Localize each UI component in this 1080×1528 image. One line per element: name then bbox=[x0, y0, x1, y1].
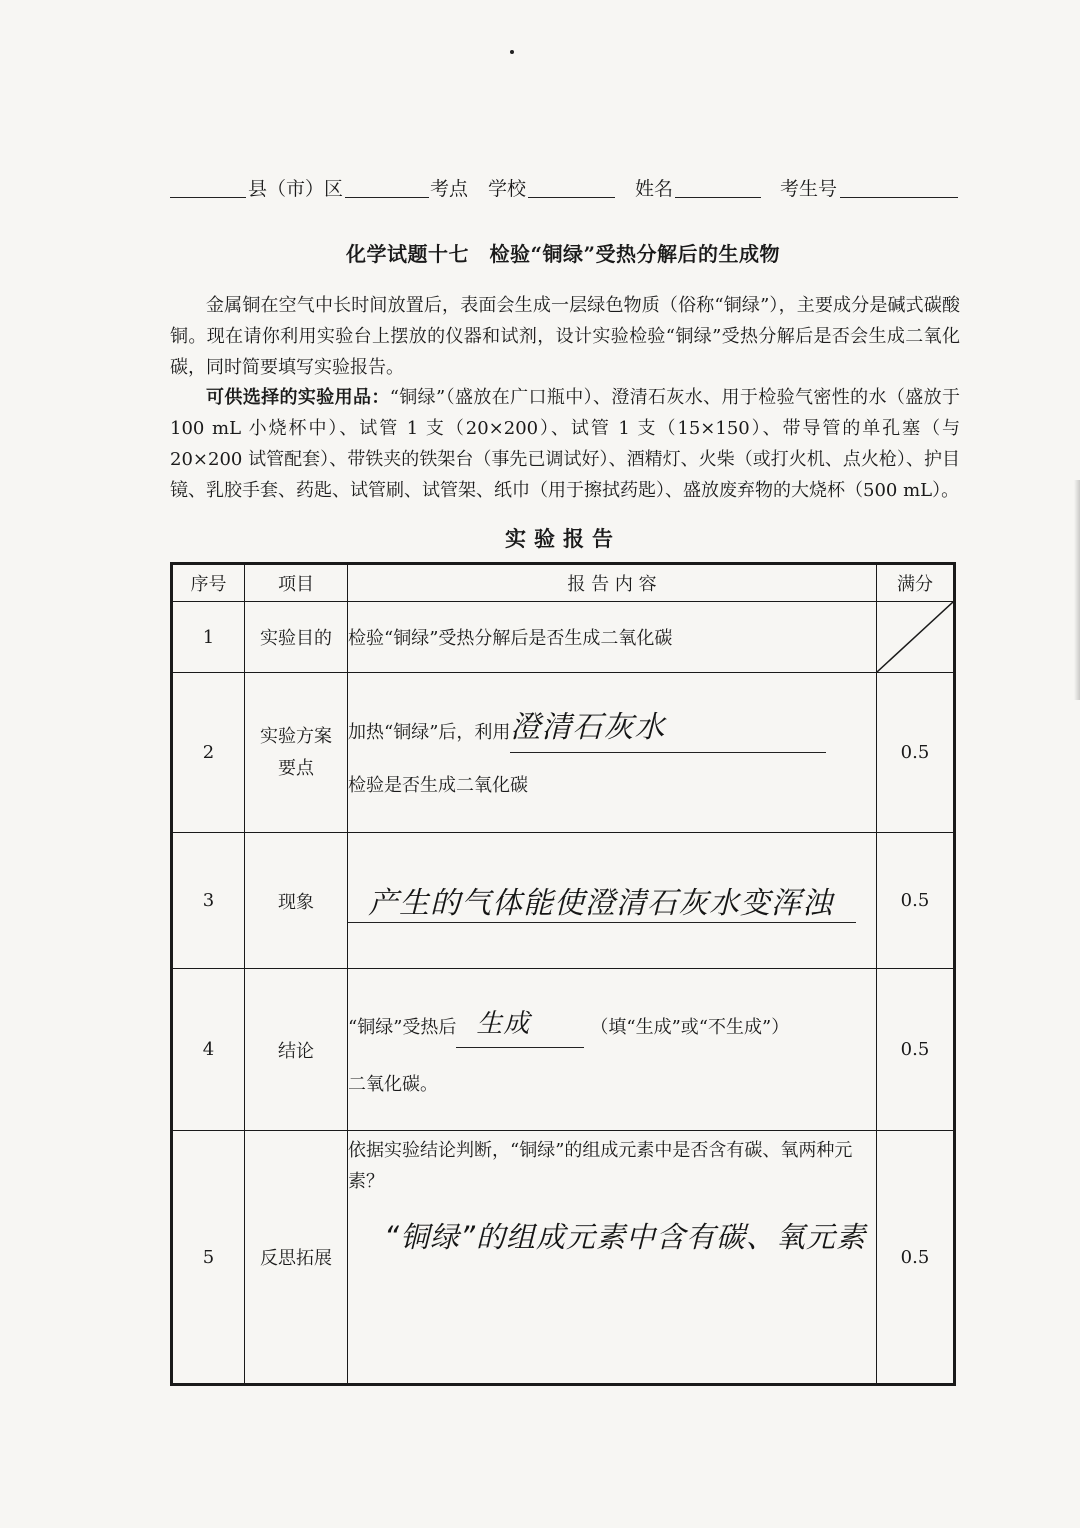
row2-content bbox=[348, 673, 877, 833]
row4-suffix: 二氧化碳。 bbox=[348, 1073, 438, 1095]
row2-answer-field[interactable] bbox=[510, 708, 826, 753]
row3-num: 3 bbox=[172, 833, 245, 969]
scan-edge-shadow bbox=[1074, 480, 1080, 700]
intro-paragraph: 金属铜在空气中长时间放置后，表面会生成一层绿色物质（俗称“铜绿”），主要成分是碱式碳酸铜。现在请你利用实验台上摆放的仪器和试剂，设计实验检验“铜绿”受热分解后是否会生成二氧化碳，同时简要填写实验报告。 bbox=[170, 295, 960, 378]
row4-score: 0.5 bbox=[877, 969, 955, 1131]
header-item: 项目 bbox=[245, 564, 348, 602]
county-label: 县（市）区 bbox=[248, 178, 344, 200]
row5-score: 0.5 bbox=[877, 1131, 955, 1385]
row2-item: 实验方案要点 bbox=[245, 673, 348, 833]
row5-item: 反思拓展 bbox=[245, 1131, 348, 1385]
table-row bbox=[172, 833, 955, 969]
materials-text: “铜绿”（盛放在广口瓶中）、澄清石灰水、用于检验气密性的水（盛放于 100 mL 小烧杯中）、试管 1 支（20×200）、试管 1 支（15×150）、带导管的单孔塞（与 20×200 试管配套）、带铁夹的铁架台（事先已调试好）、酒精灯、火柴（或打火机、点火枪）、护目镜、乳胶手套、药匙、试管刷、试管架、纸巾（用于擦拭药匙）、盛放废弃物的大烧杯（500 mL）。 bbox=[170, 387, 961, 501]
row2-score: 0.5 bbox=[877, 673, 955, 833]
candidate-no-label: 考生号 bbox=[780, 178, 838, 200]
row2-suffix: 检验是否生成二氧化碳 bbox=[348, 775, 528, 796]
materials-label: 可供选择的实验用品： bbox=[206, 387, 390, 408]
table-row bbox=[172, 969, 955, 1131]
name-label: 姓名 bbox=[635, 178, 674, 200]
header-content: 报 告 内 容 bbox=[348, 564, 877, 602]
name-blank[interactable] bbox=[675, 196, 761, 198]
row1-text: 检验“铜绿”受热分解后是否生成二氧化碳 bbox=[348, 602, 877, 673]
row5-content bbox=[348, 1131, 877, 1385]
row4-hint: （填“生成”或“不生成”） bbox=[590, 1016, 790, 1038]
county-blank[interactable] bbox=[170, 196, 246, 198]
row3-answer-field[interactable] bbox=[348, 878, 856, 923]
row5-num: 5 bbox=[172, 1131, 245, 1385]
header-num: 序号 bbox=[172, 564, 245, 602]
row1-num: 1 bbox=[172, 602, 245, 673]
row1-item: 实验目的 bbox=[245, 602, 348, 673]
table-row bbox=[172, 602, 955, 673]
row2-prefix: 加热“铜绿”后，利用 bbox=[348, 722, 511, 743]
row3-handwritten-answer: 产生的气体能使澄清石灰水变浑浊 bbox=[368, 886, 833, 921]
row4-handwritten-answer: 生成 bbox=[476, 1008, 531, 1039]
exam-site-label: 考点 bbox=[430, 178, 469, 200]
row4-content bbox=[348, 969, 877, 1131]
row4-prefix: “铜绿”受热后 bbox=[348, 1016, 457, 1038]
scan-dot bbox=[510, 50, 514, 54]
diagonal-slash-icon bbox=[877, 602, 953, 672]
row3-content bbox=[348, 833, 877, 969]
school-label: 学校 bbox=[488, 178, 527, 200]
row4-item: 结论 bbox=[245, 969, 348, 1131]
row5-handwritten-answer: “铜绿”的组成元素中含有碳、氧元素 bbox=[384, 1220, 867, 1254]
row5-answer-field[interactable] bbox=[348, 1215, 876, 1256]
school-blank[interactable] bbox=[528, 196, 615, 198]
row3-item: 现象 bbox=[245, 833, 348, 969]
row4-num: 4 bbox=[172, 969, 245, 1131]
table-row bbox=[172, 673, 955, 833]
row2-handwritten-answer: 澄清石灰水 bbox=[510, 710, 666, 745]
row2-num: 2 bbox=[172, 673, 245, 833]
row3-score: 0.5 bbox=[877, 833, 955, 969]
row5-question: 依据实验结论判断，“铜绿”的组成元素中是否含有碳、氧两种元素？ bbox=[348, 1140, 853, 1192]
report-title: 实验报告 bbox=[505, 526, 621, 551]
materials-paragraph bbox=[170, 382, 960, 506]
candidate-info-line bbox=[170, 172, 960, 202]
row4-answer-field[interactable] bbox=[456, 1004, 584, 1048]
header-score: 满分 bbox=[877, 564, 955, 602]
district-blank[interactable] bbox=[345, 196, 429, 198]
candidate-no-blank[interactable] bbox=[840, 196, 958, 198]
experiment-report-table bbox=[170, 562, 956, 1386]
table-header-row bbox=[172, 564, 955, 602]
table-row bbox=[172, 1131, 955, 1385]
question-title: 化学试题十七 检验“铜绿”受热分解后的生成物 bbox=[345, 242, 780, 266]
row1-score-crossed bbox=[877, 602, 955, 673]
